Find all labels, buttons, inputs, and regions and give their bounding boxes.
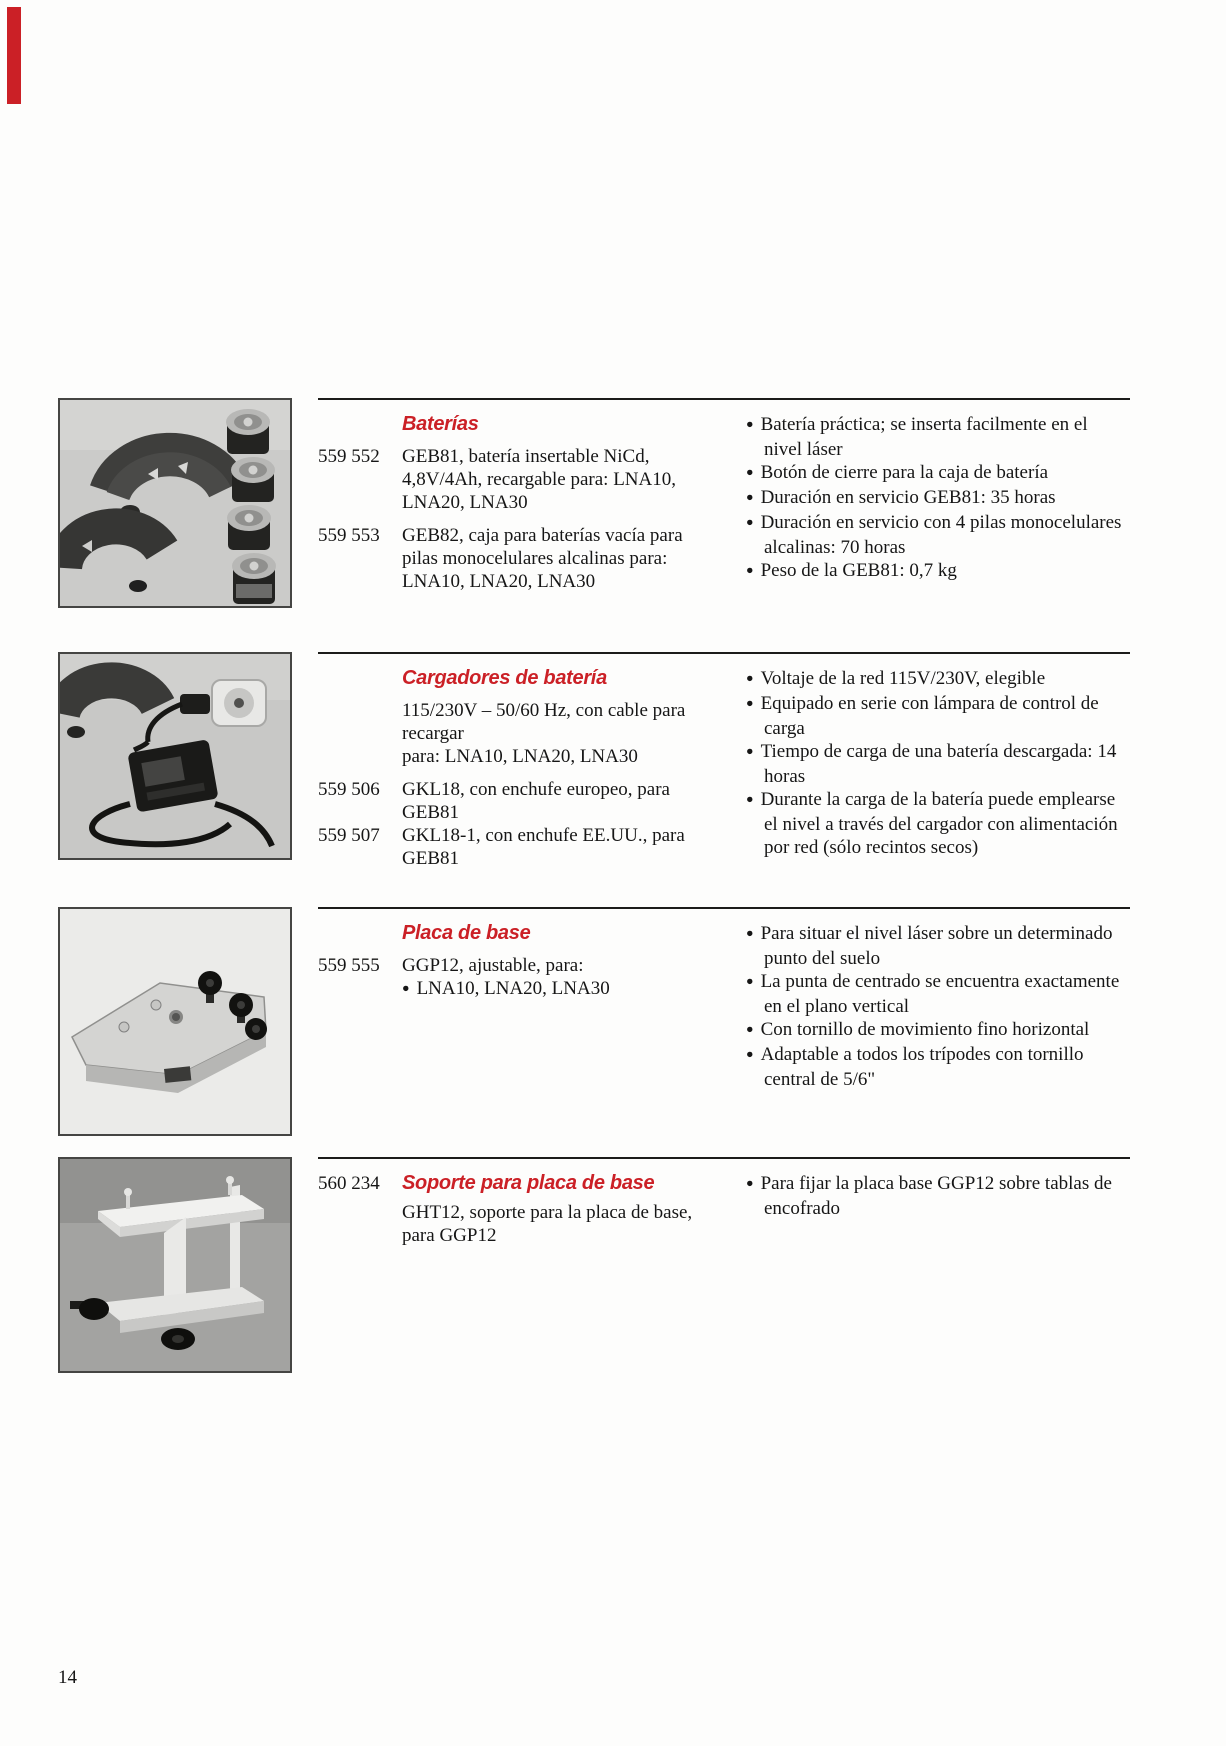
product-photo-base-plate bbox=[58, 907, 292, 1136]
section-title: Cargadores de batería bbox=[402, 667, 607, 689]
feature-bullet: ● Duración en servicio con 4 pilas monocelulares alcalinas: 70 horas bbox=[746, 511, 1122, 559]
catalog-item bbox=[318, 445, 746, 514]
section-soporte bbox=[318, 1157, 1130, 1257]
feature-bullet: ● Para fijar la placa base GGP12 sobre tablas de encofrado bbox=[746, 1172, 1122, 1220]
article-description: GKL18, con enchufe europeo, para GEB81 bbox=[402, 779, 670, 823]
catalog-item bbox=[318, 824, 746, 870]
catalog-item bbox=[318, 954, 746, 1002]
article-number bbox=[318, 1201, 402, 1247]
description-line: GGP12, ajustable, para: bbox=[402, 955, 584, 976]
intro-line: 115/230V – 50/60 Hz, con cable para recargar bbox=[402, 700, 686, 744]
section-cargadores bbox=[318, 652, 1130, 880]
section-title: Soporte para placa de base bbox=[402, 1172, 655, 1194]
feature-bullet: ● Para situar el nivel láser sobre un determinado punto del suelo bbox=[746, 922, 1122, 970]
article-number: 560 234 bbox=[318, 1173, 380, 1194]
article-number: 559 506 bbox=[318, 779, 380, 800]
feature-bullet: ● Duración en servicio GEB81: 35 horas bbox=[746, 486, 1122, 511]
feature-list bbox=[746, 1172, 1130, 1220]
feature-bullet: ● Tiempo de carga de una batería descargada: 14 horas bbox=[746, 740, 1122, 788]
article-description: GEB82, caja para baterías vacía para pilas monocelulares alcalinas para: LNA10, LNA20, LNA30 bbox=[402, 525, 683, 592]
feature-list bbox=[746, 922, 1130, 1091]
feature-bullet: ● Durante la carga de la batería puede emplearse el nivel a través del cargador con alimentación por red (sólo recintos secos) bbox=[746, 788, 1122, 859]
catalog-item bbox=[318, 1201, 746, 1247]
section-placa-de-base bbox=[318, 907, 1130, 1091]
product-photo-batteries bbox=[58, 398, 292, 608]
section-title: Placa de base bbox=[402, 922, 531, 944]
article-number: 559 555 bbox=[318, 955, 380, 976]
support-bracket-photo-image bbox=[60, 1159, 290, 1371]
article-description bbox=[402, 954, 698, 1002]
feature-bullet: ● Voltaje de la red 115V/230V, elegible bbox=[746, 667, 1122, 692]
feature-bullet: ● Batería práctica; se inserta facilmente en el nivel láser bbox=[746, 413, 1122, 461]
catalog-item bbox=[318, 778, 746, 824]
compatibility-line: ● LNA10, LNA20, LNA30 bbox=[402, 977, 698, 1002]
article-description: GKL18-1, con enchufe EE.UU., para GEB81 bbox=[402, 825, 685, 869]
section-intro bbox=[402, 699, 698, 768]
feature-bullet: ● Adaptable a todos los trípodes con tornillo central de 5/6" bbox=[746, 1043, 1122, 1091]
feature-list bbox=[746, 667, 1130, 859]
feature-bullet: ● La punta de centrado se encuentra exactamente en el plano vertical bbox=[746, 970, 1122, 1018]
intro-line: para: LNA10, LNA20, LNA30 bbox=[402, 746, 638, 767]
feature-list bbox=[746, 413, 1130, 584]
article-description: GEB81, batería insertable NiCd, 4,8V/4Ah, recargable para: LNA10, LNA20, LNA30 bbox=[402, 446, 676, 513]
article-number: 559 553 bbox=[318, 525, 380, 546]
feature-bullet: ● Equipado en serie con lámpara de control de carga bbox=[746, 692, 1122, 740]
article-number: 559 552 bbox=[318, 446, 380, 467]
catalog-item bbox=[318, 524, 746, 593]
charger-photo-image bbox=[60, 654, 290, 858]
product-photo-support-bracket bbox=[58, 1157, 292, 1373]
base-plate-photo-image bbox=[60, 909, 290, 1134]
feature-bullet: ● Peso de la GEB81: 0,7 kg bbox=[746, 559, 1122, 584]
feature-bullet: ● Botón de cierre para la caja de batería bbox=[746, 461, 1122, 486]
batteries-photo-image bbox=[60, 400, 290, 606]
page-edge-red-tab bbox=[7, 7, 21, 104]
article-description: GHT12, soporte para la placa de base, para GGP12 bbox=[402, 1202, 693, 1246]
section-heading-row bbox=[318, 1172, 746, 1195]
page-number: 14 bbox=[58, 1667, 77, 1688]
product-photo-charger bbox=[58, 652, 292, 860]
feature-bullet: ● Con tornillo de movimiento fino horizontal bbox=[746, 1018, 1122, 1043]
section-title: Baterías bbox=[402, 413, 479, 435]
section-baterias bbox=[318, 398, 1130, 603]
article-number: 559 507 bbox=[318, 825, 380, 846]
